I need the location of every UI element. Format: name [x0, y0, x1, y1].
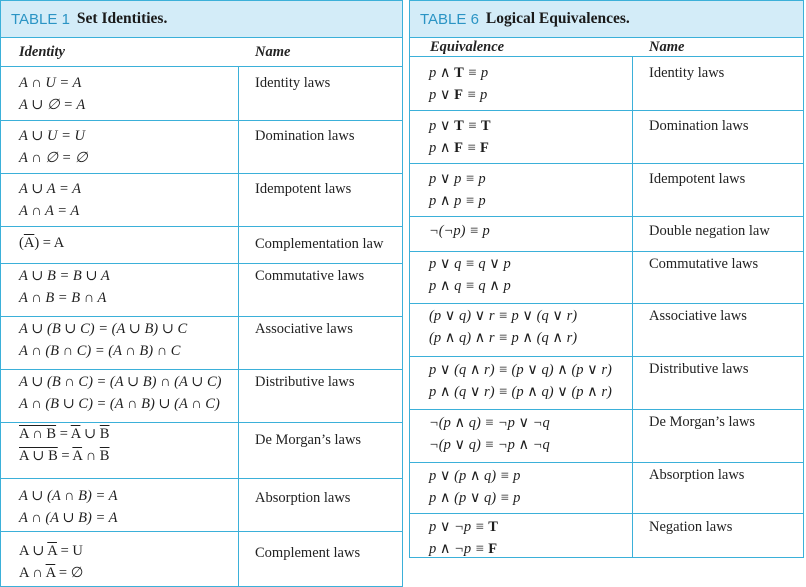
law-name: Associative laws — [649, 308, 747, 324]
row-divider — [1, 369, 402, 370]
law-name: De Morgan’s laws — [649, 414, 756, 430]
law-name: Double negation law — [649, 223, 770, 239]
formula-line: A ∩ $\overline{A}$ = ∅ — [19, 565, 84, 581]
law-name: Associative laws — [255, 321, 353, 337]
formula-line: A ∪ $\overline{A} = U$ — [19, 543, 83, 559]
row-divider — [410, 356, 803, 357]
formula-line: p ∧ T ≡ p — [429, 65, 489, 81]
header-identity: Identity — [19, 43, 65, 60]
formula-line: A ∩ (B ∩ C) = (A ∩ B) ∩ C — [19, 343, 181, 359]
formula-line: A ∩ B = B ∩ A — [19, 290, 107, 306]
logical-equivalences-table — [409, 0, 804, 558]
formula-line: p ∧ F ≡ F — [429, 140, 489, 156]
formula-line: ¬(p ∨ q) ≡ ¬p ∧ ¬q — [429, 437, 550, 453]
formula-line: $(\overline{A}) = A$ — [19, 235, 65, 251]
formula-line: A ∪ B = B ∪ A — [19, 268, 110, 284]
row-divider — [1, 263, 402, 264]
row-divider — [410, 110, 803, 111]
formula-line: A ∩ U = A — [19, 75, 82, 91]
law-name: Commutative laws — [255, 268, 365, 284]
law-name: Idempotent laws — [649, 171, 746, 187]
law-name: Domination laws — [649, 118, 749, 134]
row-divider — [1, 120, 402, 121]
formula-line: A ∩ A = A — [19, 203, 80, 219]
formula-line: p ∨ q ≡ q ∨ p — [429, 256, 511, 272]
formula-line: A ∩ (B ∪ C) = (A ∩ B) ∪ (A ∩ C) — [19, 396, 220, 412]
law-name: Negation laws — [649, 519, 733, 535]
law-name: Commutative laws — [649, 256, 759, 272]
row-divider — [1, 316, 402, 317]
formula-line: A ∪ ∅ = A — [19, 97, 86, 113]
table-caption — [410, 1, 803, 37]
formula-line: ¬(¬p) ≡ p — [429, 223, 490, 239]
table-header — [410, 37, 803, 57]
row-divider — [410, 303, 803, 304]
table-title: Logical Equivalences. — [485, 10, 630, 27]
formula-line: (p ∧ q) ∧ r ≡ p ∧ (q ∧ r) — [429, 330, 578, 346]
row-divider — [410, 216, 803, 217]
row-divider — [410, 163, 803, 164]
header-name: Name — [649, 38, 685, 55]
table-title: Set Identities. — [76, 10, 168, 27]
row-divider — [410, 462, 803, 463]
header-equivalence: Equivalence — [430, 38, 505, 55]
formula-line: p ∧ q ≡ q ∧ p — [429, 278, 511, 294]
formula-line: p ∨ p ≡ p — [429, 171, 486, 187]
table-header — [1, 37, 402, 67]
law-name: Idempotent laws — [255, 181, 352, 197]
column-divider — [632, 57, 633, 557]
column-divider — [238, 67, 239, 586]
formula-line: p ∧ (q ∨ r) ≡ (p ∧ q) ∨ (p ∧ r) — [429, 384, 612, 400]
law-name: Complement laws — [255, 545, 361, 561]
row-divider — [410, 409, 803, 410]
formula-line: A ∪ (B ∩ C) = (A ∪ B) ∩ (A ∪ C) — [19, 374, 222, 390]
law-name: Absorption laws — [255, 490, 351, 506]
law-name: De Morgan’s laws — [255, 432, 362, 448]
formula-line: A ∩ ∅ = ∅ — [19, 150, 88, 166]
law-name: Distributive laws — [255, 374, 355, 390]
formula-line: p ∨ T ≡ T — [429, 118, 491, 134]
formula-line: A ∪ U = U — [19, 128, 85, 144]
law-name: Identity laws — [649, 65, 725, 81]
table-caption — [1, 1, 402, 37]
table-number: TABLE 1 — [11, 10, 70, 28]
row-divider — [410, 513, 803, 514]
formula-line: A ∩ $B = \overline{A}$ ∪ $\overline{B}$ — [19, 426, 110, 442]
header-name: Name — [255, 43, 291, 60]
law-name: Complementation law — [255, 236, 384, 252]
formula-line: p ∨ ¬p ≡ T — [429, 519, 498, 535]
formula-line: p ∧ p ≡ p — [429, 193, 486, 209]
formula-line: p ∧ ¬p ≡ F — [429, 541, 498, 557]
law-name: Absorption laws — [649, 467, 745, 483]
formula-line: (p ∨ q) ∨ r ≡ p ∨ (q ∨ r) — [429, 308, 578, 324]
formula-line: p ∨ (q ∧ r) ≡ (p ∨ q) ∧ (p ∨ r) — [429, 362, 612, 378]
formula-line: A ∪ $B = \overline{A}$ ∩ $\overline{B}$ — [19, 448, 110, 464]
law-name: Identity laws — [255, 75, 331, 91]
formula-line: A ∪ (A ∩ B) = A — [19, 488, 118, 504]
law-name: Domination laws — [255, 128, 355, 144]
formula-line: p ∧ (p ∨ q) ≡ p — [429, 490, 521, 506]
row-divider — [1, 478, 402, 479]
row-divider — [1, 226, 402, 227]
law-name: Distributive laws — [649, 361, 749, 377]
formula-line: p ∨ (p ∧ q) ≡ p — [429, 468, 521, 484]
table-number: TABLE 6 — [420, 10, 479, 28]
formula-line: p ∨ F ≡ p — [429, 87, 488, 103]
row-divider — [1, 422, 402, 423]
formula-line: A ∪ (B ∪ C) = (A ∪ B) ∪ C — [19, 321, 188, 337]
formula-line: A ∪ A = A — [19, 181, 81, 197]
row-divider — [410, 251, 803, 252]
formula-line: ¬(p ∧ q) ≡ ¬p ∨ ¬q — [429, 415, 550, 431]
formula-line: A ∩ (A ∪ B) = A — [19, 510, 118, 526]
row-divider — [1, 173, 402, 174]
row-divider — [1, 531, 402, 532]
